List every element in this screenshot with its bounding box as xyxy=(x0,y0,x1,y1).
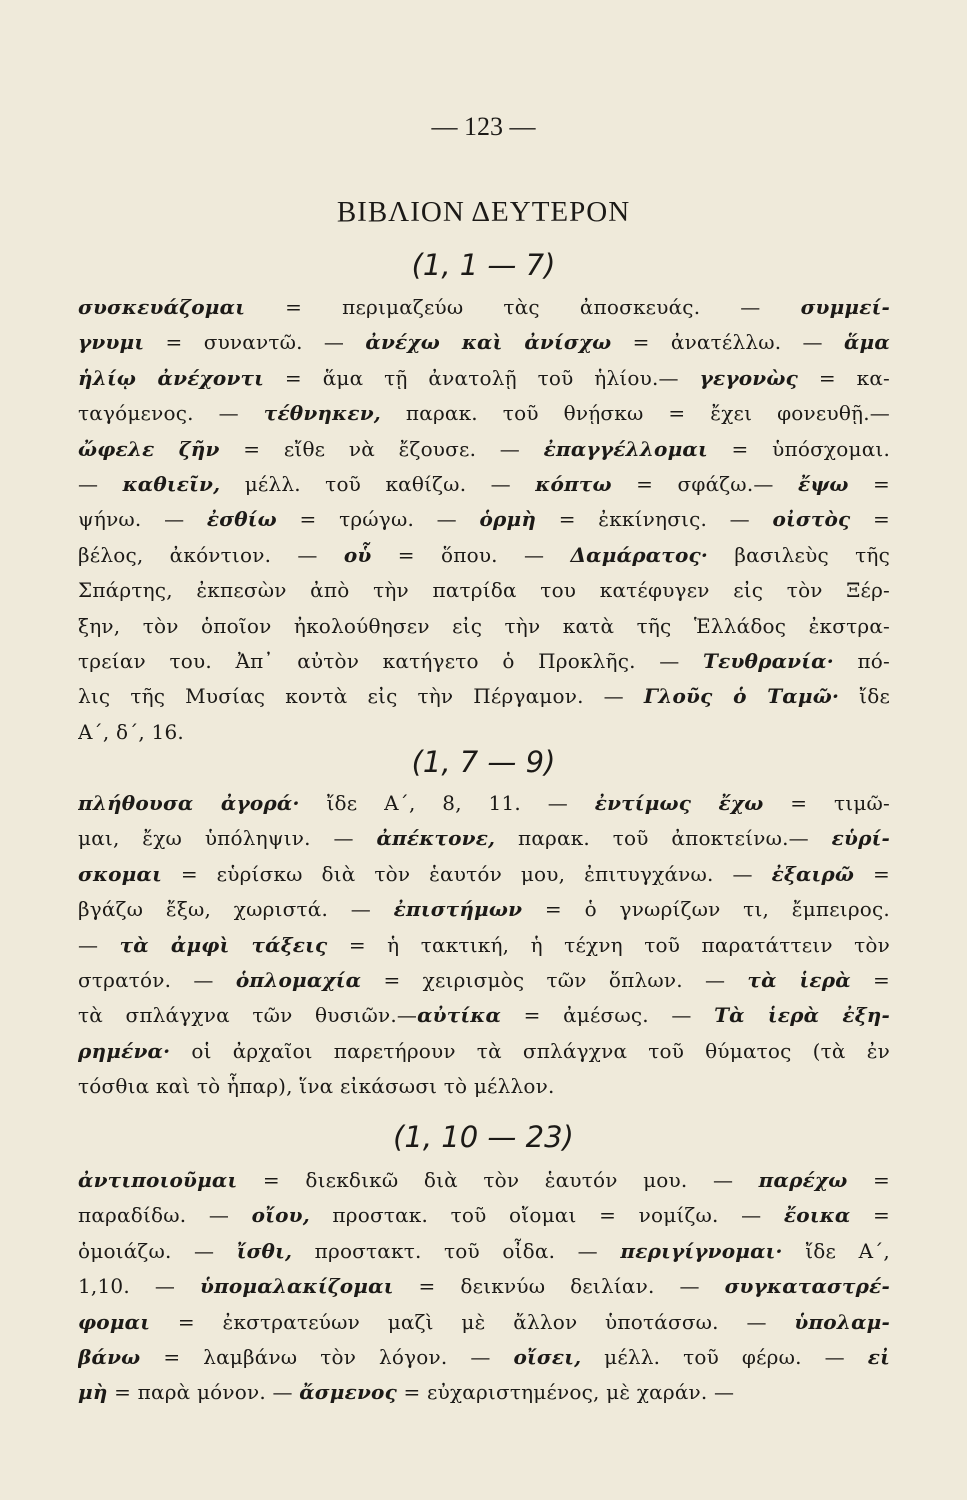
headword: αὐτίκα xyxy=(417,1003,502,1028)
text-line xyxy=(78,609,890,644)
headword: ὁπλομαχία xyxy=(235,967,362,992)
headword: οἰστὸς xyxy=(772,507,851,532)
gloss-text: βασιλεὺς τῆς xyxy=(708,542,890,567)
gloss-text: = σφάζω.— xyxy=(611,471,798,496)
gloss-text: Α΄, δ΄, 16. xyxy=(78,719,184,744)
gloss-text: προστακ. τοῦ οἴομαι = νομίζω. — xyxy=(309,1203,784,1228)
headword: ρημένα· xyxy=(78,1038,171,1063)
headword: ὤφελε ζῆν xyxy=(78,436,220,461)
headword: σκομαι xyxy=(78,861,162,886)
gloss-text: — xyxy=(78,471,123,496)
text-line xyxy=(78,432,890,467)
text-line xyxy=(78,396,890,431)
gloss-text: ἴδε Α΄, 8, 11. — xyxy=(299,791,595,815)
gloss-text: = xyxy=(850,1203,890,1228)
headword: συσκευάζομαι xyxy=(78,295,246,319)
headword: ἐπιστήμων xyxy=(393,897,523,922)
gloss-text: προστακτ. τοῦ οἶδα. — xyxy=(292,1238,621,1263)
text-line xyxy=(78,892,890,927)
gloss-text: Σπάρτης, ἐκπεσὼν ἀπὸ τὴν πατρίδα του κατέφυγεν εἰς τὸν Ξέρ- xyxy=(78,578,890,603)
text-line xyxy=(78,1269,890,1304)
headword: οἴου, xyxy=(251,1203,310,1228)
gloss-text: 1,10. — xyxy=(78,1274,200,1299)
gloss-text: = ἅμα τῇ ἀνατολῇ τοῦ ἡλίου.— xyxy=(264,365,700,390)
text-line xyxy=(78,998,890,1033)
gloss-text: = ἡ τακτική, ἡ τέχνη τοῦ παρατάττειν τὸν xyxy=(327,932,890,957)
gloss-text: = τρώγω. — xyxy=(276,507,480,532)
headword: Τευθρανία· xyxy=(703,648,834,673)
headword: παρέχω xyxy=(758,1168,848,1192)
gloss-text: = συναντῶ. — xyxy=(144,330,366,355)
gloss-text: οἱ ἀρχαῖοι παρετήρουν τὰ σπλάγχνα τοῦ θύματος (τὰ ἐν xyxy=(170,1038,890,1063)
gloss-text: = χειρισμὸς τῶν ὅπλων. — xyxy=(361,967,748,992)
gloss-text: ἴδε Α΄, xyxy=(782,1238,890,1263)
text-line xyxy=(78,679,890,714)
gloss-text: = ὅπου. — xyxy=(371,542,571,567)
gloss-text: = xyxy=(848,471,890,496)
text-line xyxy=(78,928,890,963)
headword: ἔψω xyxy=(797,471,849,496)
headword: τὰ ἱερὰ xyxy=(747,967,851,992)
headword: τὰ ἀμφὶ τάξεις xyxy=(119,932,328,957)
gloss-text: = ἐκστρατεύων μαζὶ μὲ ἄλλον ὑποτάσσω. — xyxy=(150,1309,795,1334)
headword: τέθνηκεν, xyxy=(263,401,381,426)
section-2-body xyxy=(78,786,890,1105)
headword: βάνω xyxy=(78,1344,141,1369)
text-line xyxy=(78,963,890,998)
headword: οὗ xyxy=(343,542,372,567)
section-1-body xyxy=(78,290,890,750)
headword: Τὰ ἱερὰ ἐξη- xyxy=(714,1003,890,1028)
headword: ἄσμενος xyxy=(299,1380,397,1405)
headword: καθιεῖν, xyxy=(122,471,221,496)
gloss-text: = xyxy=(854,861,890,886)
gloss-text: = διεκδικῶ διὰ τὸν ἑαυτόν μου. — xyxy=(237,1168,759,1192)
text-line xyxy=(78,1069,890,1104)
gloss-text: = xyxy=(850,507,890,532)
gloss-text: παρακ. τοῦ ἀποκτείνω.— xyxy=(495,826,832,851)
headword: ἐσθίω xyxy=(206,507,277,532)
text-line xyxy=(78,786,890,821)
section-3-body xyxy=(78,1163,890,1411)
headword: πλήθουσα ἀγορά· xyxy=(78,791,300,815)
gloss-text: μέλλ. τοῦ φέρω. — xyxy=(581,1344,868,1369)
gloss-text: παρακ. τοῦ θνῄσκω = ἔχει φονευθῇ.— xyxy=(380,401,890,426)
text-line xyxy=(78,857,890,892)
headword: περιγίγνομαι· xyxy=(620,1238,783,1263)
text-line xyxy=(78,361,890,396)
headword: μὴ xyxy=(78,1380,108,1405)
text-line xyxy=(78,502,890,537)
gloss-text: βγάζω ἔξω, χωριστά. — xyxy=(78,897,394,922)
gloss-text: βέλος, ἀκόντιον. — xyxy=(78,542,344,567)
gloss-text: μαι, ἔχω ὑπόληψιν. — xyxy=(78,826,377,851)
headword: γνυμι xyxy=(78,330,145,355)
gloss-text: = λαμβάνω τὸν λόγον. — xyxy=(140,1344,514,1369)
gloss-text: ἴδε xyxy=(839,684,890,709)
gloss-text: τόσθια καὶ τὸ ἧπαρ), ἵνα εἰκάσωσι τὸ μέλλον. xyxy=(78,1074,555,1099)
gloss-text: τρείαν του. Ἀπ᾽ αὐτὸν κατήγετο ὁ Προκλῆς. — xyxy=(78,648,704,673)
text-line xyxy=(78,644,890,679)
gloss-text: = περιμαζεύω τὰς ἀποσκευάς. — xyxy=(245,295,801,319)
text-line xyxy=(78,1198,890,1233)
text-line xyxy=(78,538,890,573)
text-line xyxy=(78,325,890,360)
headword: ἴσθι, xyxy=(236,1238,293,1263)
headword: συμμεί- xyxy=(800,295,890,319)
gloss-text: = εἴθε νὰ ἔζουσε. — xyxy=(219,436,544,461)
gloss-text: = τιμῶ- xyxy=(763,791,890,815)
gloss-text: = xyxy=(850,967,890,992)
page-number: — 123 — xyxy=(431,112,536,141)
gloss-text: = ὑπόσχομαι. xyxy=(707,436,890,461)
gloss-text: = εὑρίσκω διὰ τὸν ἑαυτόν μου, ἐπιτυγχάνω. — xyxy=(161,861,772,886)
headword: ἐπαγγέλλομαι xyxy=(543,436,708,461)
text-line xyxy=(78,467,890,502)
gloss-text: ξην, τὸν ὁποῖον ἠκολούθησεν εἰς τὴν κατὰ τῆς Ἑλλάδος ἐκστρα- xyxy=(78,613,890,638)
headword: ἅμα xyxy=(843,330,890,355)
headword: κόπτω xyxy=(535,471,612,496)
gloss-text: — xyxy=(78,932,120,957)
headword: ἀπέκτονε, xyxy=(376,826,496,851)
gloss-text: πό- xyxy=(833,648,890,673)
gloss-text: = ὁ γνωρίζων τι, ἔμπειρος. xyxy=(522,897,890,922)
section-heading-1: (1, 1 — 7) xyxy=(411,248,556,282)
gloss-text: ὁμοιάζω. — xyxy=(78,1238,237,1263)
text-line xyxy=(78,290,890,325)
headword: οἴσει, xyxy=(513,1344,582,1369)
gloss-text: ψήνω. — xyxy=(78,507,207,532)
headword: ἀντιποιοῦμαι xyxy=(78,1168,238,1192)
text-line xyxy=(78,573,890,608)
gloss-text: τὰ σπλάγχνα τῶν θυσιῶν.— xyxy=(78,1003,418,1028)
book-title: ΒΙΒΛΙΟΝ ΔΕΥΤΕΡΟΝ xyxy=(336,196,631,228)
section-heading-3: (1, 10 — 23) xyxy=(393,1120,574,1154)
headword: Δαμάρατος· xyxy=(570,542,709,567)
gloss-text: = ἀμέσως. — xyxy=(501,1003,715,1028)
gloss-text: ταγόμενος. — xyxy=(78,401,264,426)
headword: ἐξαιρῶ xyxy=(771,861,855,886)
headword: ἀνέχω καὶ ἀνίσχω xyxy=(365,330,612,355)
headword: ἔοικα xyxy=(783,1203,851,1228)
text-line xyxy=(78,1305,890,1340)
gloss-text: = xyxy=(847,1168,890,1192)
text-line xyxy=(78,1234,890,1269)
headword: συγκαταστρέ- xyxy=(724,1274,890,1299)
headword: γεγονὼς xyxy=(699,365,798,390)
gloss-text: μέλλ. τοῦ καθίζω. — xyxy=(220,471,536,496)
gloss-text: = εὐχαριστημένος, μὲ χαράν. — xyxy=(396,1380,735,1405)
headword: ὑπολαμ- xyxy=(794,1309,890,1334)
gloss-text: λις τῆς Μυσίας κοντὰ εἰς τὴν Πέργαμον. — xyxy=(78,684,644,709)
text-line xyxy=(78,1375,890,1410)
gloss-text: στρατόν. — xyxy=(78,967,236,992)
headword: ὑπομαλακίζομαι xyxy=(199,1274,394,1299)
gloss-text: = παρὰ μόνον. — xyxy=(107,1380,300,1405)
text-line xyxy=(78,1340,890,1375)
gloss-text: = δεικνύω δειλίαν. — xyxy=(393,1274,725,1299)
text-line xyxy=(78,1034,890,1069)
gloss-text: = ἐκκίνησις. — xyxy=(536,507,773,532)
gloss-text: = κα- xyxy=(798,365,890,390)
headword: ἐντίμως ἔχω xyxy=(594,791,764,815)
headword: φομαι xyxy=(78,1309,151,1334)
gloss-text: παραδίδω. — xyxy=(78,1203,252,1228)
headword: Γλοῦς ὁ Ταμῶ· xyxy=(643,684,840,709)
gloss-text: = ἀνατέλλω. — xyxy=(611,330,844,355)
headword: εὑρί- xyxy=(831,826,890,851)
headword: ὁρμὴ xyxy=(479,507,537,532)
headword: εἰ xyxy=(867,1344,890,1369)
text-line xyxy=(78,821,890,856)
section-heading-2: (1, 7 — 9) xyxy=(411,745,556,779)
headword: ἡλίῳ ἀνέχοντι xyxy=(78,365,265,390)
text-line xyxy=(78,1163,890,1198)
